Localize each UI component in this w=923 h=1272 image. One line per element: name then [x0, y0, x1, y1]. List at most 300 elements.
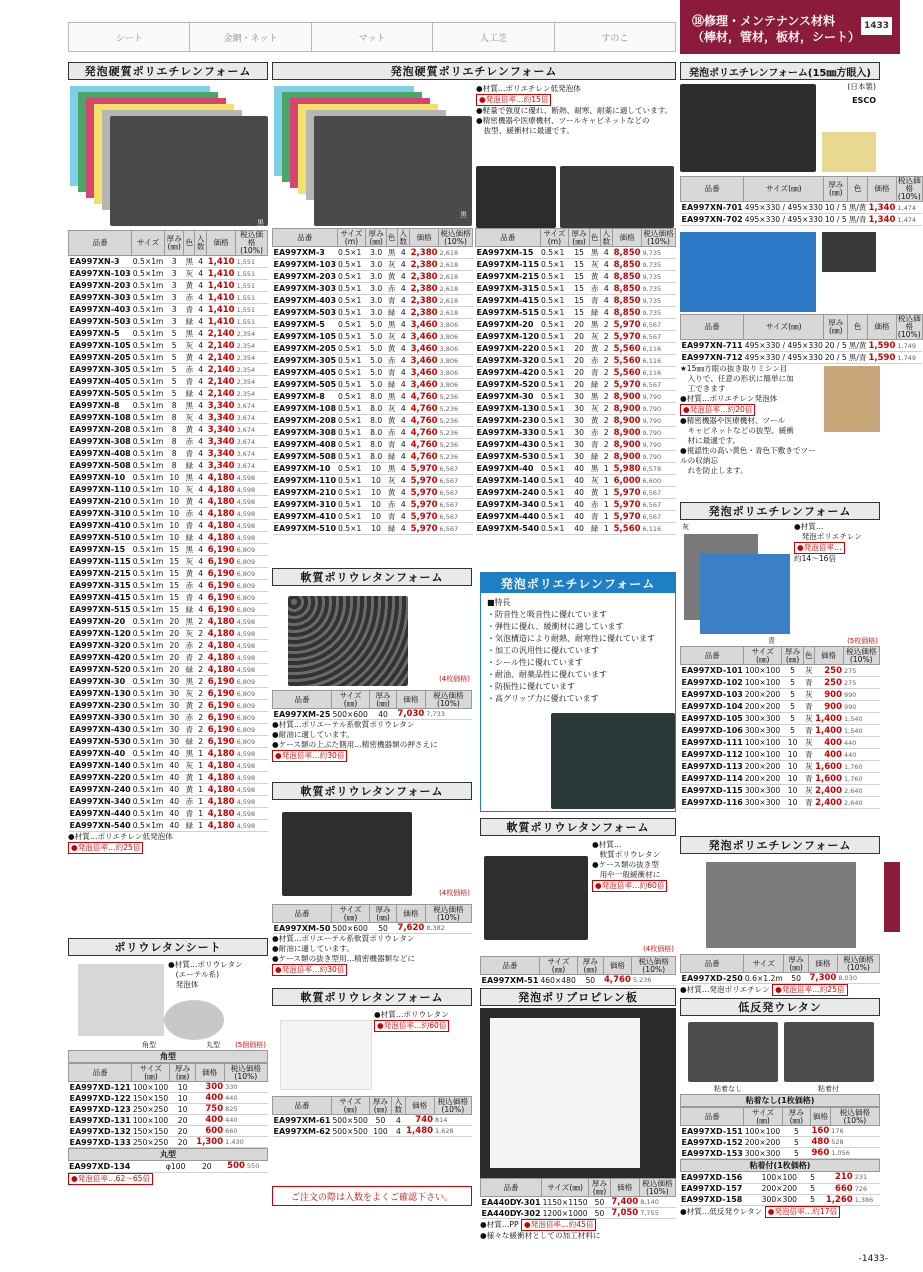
table-cell: 6,567 [642, 499, 676, 511]
table-cell: 4 [195, 352, 207, 364]
table-cell: 8,900 [613, 427, 641, 438]
section-hard-pe-foam-2 [272, 62, 676, 535]
table-row [681, 1126, 880, 1137]
table-row [681, 665, 880, 677]
foam-ratio: ●発泡倍率…約17倍 [765, 1206, 840, 1218]
table-cell: 赤 [387, 500, 396, 509]
table-cell: EA997XD-103 [681, 690, 743, 699]
table-cell: 1,056 [830, 1148, 879, 1159]
table-cell: 4,760 [410, 427, 438, 438]
table-cell: 300×300 [761, 1194, 809, 1205]
table-cell: 5 [782, 1137, 810, 1148]
table-cell: 8,900 [613, 451, 641, 462]
table-cell: 6,809 [236, 676, 268, 688]
table-cell: EA997XM-215 [476, 272, 540, 281]
table-cell: 4 [195, 400, 207, 412]
table-cell: 5 [164, 364, 184, 376]
column-header: 品番 [481, 1179, 542, 1197]
table-cell: 3.0 [366, 247, 387, 259]
category-tabs [68, 22, 676, 52]
table-cell: 4,598 [236, 808, 268, 820]
table-cell: 6,567 [439, 463, 473, 475]
foam-ratio: ●発泡倍率…約15倍 [476, 94, 551, 106]
column-header: 色 [848, 177, 868, 202]
table-cell: 10 [782, 785, 804, 797]
table-row [69, 400, 268, 412]
table-cell: 0.5×1m [132, 317, 164, 326]
table-cell: 3,674 [236, 412, 268, 424]
table-cell: 黄 [185, 773, 194, 782]
table-row [69, 1082, 268, 1093]
column-header: 価格 [410, 229, 439, 247]
column-header: サイズ(m) [337, 229, 366, 247]
table-cell: 3.0 [366, 259, 387, 271]
table-cell: EA997XN-20 [69, 616, 132, 628]
note-line: ★15㎜方眼の抜き取りミシン目 [680, 364, 788, 373]
column-header: 色 [184, 231, 195, 256]
tab-item[interactable]: 人工芝 [433, 23, 554, 51]
note-line: ●精密機器や医療機材、ツール [680, 416, 786, 425]
table-cell: EA997XM-40 [476, 463, 541, 475]
table-cell: EA997XN-3 [69, 256, 132, 268]
table-row [69, 760, 268, 772]
table-cell: 20 / 5 [824, 341, 847, 350]
table-cell: EA997XN-105 [69, 341, 131, 350]
table-cell: 4 [397, 463, 410, 475]
table-cell: 8.0 [366, 415, 387, 427]
table-cell: 黒 [590, 464, 599, 473]
table-cell: 4 [195, 472, 207, 484]
table-cell: 4 [397, 487, 410, 499]
table-cell: 814 [434, 1115, 471, 1126]
column-header: 税込価格(10%) [643, 228, 674, 246]
column-header: 価格 [195, 1064, 224, 1082]
table-cell: EA997XM-15 [476, 247, 541, 259]
table-cell: 灰 [185, 341, 194, 350]
product-table [480, 956, 676, 986]
table-cell: 4 [195, 460, 207, 472]
table-cell: 0.5×1m [132, 641, 164, 650]
table-cell: 8,850 [613, 283, 641, 294]
table-cell: 9,735 [642, 247, 676, 259]
table-cell: 8 [164, 424, 184, 436]
table-cell: 40 [370, 709, 397, 720]
table-cell: 200×200 [744, 762, 781, 771]
table-row [69, 460, 268, 472]
column-header: 品番 [681, 647, 744, 665]
table-cell: 1,590 [868, 340, 896, 351]
table-cell: 20 [569, 355, 590, 367]
table-cell: 赤 [387, 284, 396, 293]
table-cell: EA997XM-503 [273, 308, 337, 317]
column-header: 厚み(㎜) [369, 1097, 391, 1115]
table-cell: 150×150 [132, 1093, 169, 1103]
product-table [272, 1096, 472, 1137]
table-cell: 0.5×1m [132, 473, 164, 482]
table-cell: 0.5×1m [132, 713, 164, 722]
product-table-square [68, 1063, 268, 1148]
table-cell: 10 [366, 499, 387, 511]
tab-item[interactable]: シート [69, 23, 190, 51]
table-cell: 15 [569, 307, 590, 319]
table-cell: EA997XD-158 [680, 1194, 761, 1205]
table-cell: 40 [164, 772, 184, 784]
table-cell: 2 [195, 724, 207, 736]
table-cell: 黒 [387, 392, 396, 401]
label-square: 角型 [142, 1041, 156, 1049]
table-cell: 4,598 [236, 484, 268, 496]
table-cell: 4,180 [207, 748, 235, 759]
table-cell: 0.5×1 [337, 511, 366, 523]
table-cell: EA997XM-25 [273, 709, 331, 719]
table-row [273, 379, 473, 391]
table-cell: 1,551 [236, 280, 268, 292]
table-cell: 青 [590, 440, 599, 449]
table-cell: 2,380 [410, 307, 438, 318]
table-cell: 3,674 [236, 436, 268, 448]
note-line: キャビネットなどの抜型、緩衝 [680, 426, 794, 435]
table-cell: 1,551 [236, 316, 268, 328]
table-row [69, 436, 268, 448]
section-pp-board [480, 988, 676, 1241]
table-cell: 4 [195, 604, 207, 616]
table-cell: 5,970 [613, 379, 641, 390]
table-cell: 10 [164, 496, 184, 508]
material-note: ●材質…ポリエチレン低発泡体 [68, 832, 173, 841]
table-cell: 8,900 [613, 439, 641, 450]
table-cell: 0.5×1 [540, 487, 569, 499]
note-material: ●材質…ポリエチレン低発泡体 [476, 84, 581, 93]
section-low-rebound-urethane [680, 998, 880, 1218]
section-pe-grid-foam [680, 62, 921, 476]
table-cell: 20 [164, 616, 184, 628]
table-cell: 0.5×1 [337, 475, 366, 487]
table-cell: 4 [195, 340, 207, 352]
table-cell: 灰 [387, 332, 396, 341]
table-cell: EA997XM-20 [476, 319, 541, 331]
product-table-a [272, 228, 473, 535]
table-cell: 黄 [185, 785, 194, 794]
table-cell: 2 [600, 427, 613, 439]
column-header: 品番 [681, 955, 744, 973]
table-cell: 15 [569, 295, 590, 307]
table-cell: 10 [366, 523, 387, 535]
table-cell: 8,900 [613, 391, 641, 402]
table-cell: 3,806 [439, 367, 473, 379]
note-line: 工できます [680, 384, 726, 393]
table-cell: EA997XN-510 [69, 533, 131, 542]
column-header: 品番 [476, 229, 541, 247]
table-cell: 4 [397, 391, 410, 403]
table-cell: 灰 [185, 689, 194, 698]
table-cell: 550 [246, 1161, 268, 1172]
table-cell: 4 [397, 319, 410, 331]
table-cell: 4,598 [236, 760, 268, 772]
table-row [681, 713, 880, 725]
table-cell: 4,180 [207, 616, 235, 627]
table-cell: EA997XM-120 [476, 332, 540, 341]
table-cell: 黒 [387, 320, 396, 329]
table-cell: 4 [195, 412, 207, 424]
table-cell: 4 [195, 508, 207, 520]
table-cell: 0.5×1m [132, 329, 164, 338]
table-cell: EA997XN-208 [69, 425, 131, 434]
table-cell: EA997XN-420 [69, 653, 131, 662]
column-header: 厚み(㎜) [569, 229, 590, 247]
feature-item: ・防振性に優れています [487, 682, 575, 691]
table-cell: 20 [569, 331, 590, 343]
table-cell: 赤 [590, 428, 599, 437]
table-cell: 3 [164, 280, 184, 292]
table-cell: 3,340 [207, 436, 235, 447]
table-cell: 緑 [185, 665, 194, 674]
table-cell: 5,236 [439, 451, 473, 463]
table-cell: 1 [195, 772, 207, 784]
table-cell: EA997XM-415 [476, 296, 540, 305]
table-cell: 440 [224, 1093, 267, 1104]
table-cell: 250 [814, 665, 843, 677]
table-cell: EA997XM-5 [273, 319, 338, 331]
tab-item[interactable]: すのこ [555, 23, 675, 51]
table-cell: EA997XN-220 [69, 773, 131, 782]
table-cell: EA997XM-240 [476, 488, 540, 497]
note-material: ●材質…PP [480, 1220, 519, 1229]
feature-item: ・耐油、耐薬品性に優れています [487, 670, 607, 679]
tab-item[interactable]: 金網・ネット [190, 23, 311, 51]
table-row [681, 761, 880, 773]
table-row [273, 487, 473, 499]
note-material-2: 発泡ポリエチレン [794, 532, 862, 541]
table-cell: 100×100 [744, 750, 781, 759]
table-cell: EA997XM-420 [476, 368, 540, 377]
table-cell: 4,598 [236, 616, 268, 628]
table-cell: EA997XN-8 [69, 400, 132, 412]
feature-heading: ■特長 [487, 598, 511, 607]
column-header: 品番 [681, 315, 744, 340]
note-material: ●材質… [794, 522, 824, 531]
table-cell: 4 [397, 283, 410, 295]
table-row [69, 544, 268, 556]
table-cell: 0.5×1 [540, 391, 569, 403]
table-row [273, 367, 473, 379]
table-cell: 2,140 [207, 328, 235, 339]
table-cell: 緑 [387, 452, 396, 461]
section-title: ポリウレタンシート [68, 938, 268, 956]
table-cell: 40 [164, 760, 184, 772]
table-cell: 1,540 [843, 725, 879, 737]
table-cell: 6,809 [236, 736, 268, 748]
foam-ratio: ●発泡倍率…約20倍 [680, 404, 755, 416]
table-cell: 10 [782, 761, 804, 773]
table-cell: 9,735 [642, 271, 676, 283]
column-header: 色 [589, 229, 600, 247]
table-cell: 7,300 [809, 973, 837, 983]
table-cell: 4,180 [207, 664, 235, 675]
table-row [681, 202, 923, 214]
table-cell: 5,970 [613, 499, 641, 510]
table-row [273, 247, 473, 259]
table-cell: 5 [782, 725, 804, 737]
table-cell: 緑 [185, 605, 194, 614]
table-cell: 1 [195, 820, 207, 832]
table-cell: 0.5×1m [132, 749, 164, 758]
note-usage: ●精密機器や医療機材、ツールキャビネットなどの [476, 116, 650, 125]
table-cell: 5 [782, 689, 804, 701]
column-header: 税込価格(10%) [843, 647, 879, 665]
column-header: 価格 [396, 905, 425, 923]
table-cell: 黒 [185, 617, 194, 626]
table-cell: 2 [600, 415, 613, 427]
table-cell: 1 [195, 784, 207, 796]
table-cell: 1,628 [434, 1126, 471, 1137]
table-cell: 灰 [387, 404, 396, 413]
tab-item[interactable]: マット [312, 23, 433, 51]
note-usage: ●ケース類の抜き型用…精密機器類などに [272, 954, 415, 963]
table-cell: 4 [195, 304, 207, 316]
pack-note: (4枚価格) [643, 945, 674, 953]
table-row [681, 214, 923, 226]
table-cell: 480 [811, 1137, 830, 1147]
table-cell: EA997XD-116 [681, 798, 743, 807]
table-cell: 0.5×1 [337, 427, 366, 439]
table-cell: 0.5×1 [540, 475, 569, 487]
table-cell: 青 [805, 798, 813, 807]
note-material-2: (エーテル系) [168, 970, 220, 979]
table-cell: 6,809 [236, 700, 268, 712]
table-cell: 4 [195, 520, 207, 532]
table-cell: 1,540 [843, 713, 879, 725]
table-row [476, 463, 676, 475]
table-cell: 250×250 [132, 1137, 169, 1147]
table-row [476, 439, 676, 451]
table-row [69, 616, 268, 628]
table-cell: 3,806 [439, 379, 473, 391]
note-line: 入りで、任意の形状に簡単に加 [680, 374, 794, 383]
table-row [273, 343, 473, 355]
column-header: サイズ(㎜) [539, 957, 577, 975]
table-row [69, 712, 268, 724]
table-cell: 0.5×1m [132, 269, 164, 278]
table-cell: 5 [782, 1148, 810, 1159]
table-cell: 赤 [185, 797, 194, 806]
product-image [314, 116, 472, 226]
table-cell: 4,598 [236, 796, 268, 808]
table-cell: 2 [195, 640, 207, 652]
table-cell: 青 [805, 750, 813, 759]
table-cell: EA997XM-61 [273, 1115, 331, 1125]
table-cell: 4 [600, 271, 613, 283]
table-cell: 10 / 5 [824, 215, 847, 224]
table-row [273, 331, 473, 343]
table-cell: 100×100 [761, 1172, 809, 1183]
table-cell: 0.5×1 [540, 451, 569, 463]
table-cell: 0.5×1m [132, 821, 164, 830]
table-cell: 2 [600, 391, 613, 403]
column-header: サイズ [744, 955, 784, 973]
table-cell: 6,809 [236, 688, 268, 700]
table-cell: 8 [164, 448, 184, 460]
table-cell: 1,551 [236, 256, 268, 268]
table-cell: 50 [370, 923, 397, 934]
pack-note: (4枚価格) [439, 675, 470, 683]
table-cell: 0.5×1m [132, 365, 164, 374]
table-cell: 200×200 [761, 1183, 809, 1194]
column-header: 入数 [600, 229, 613, 247]
column-header: 価格 [613, 229, 642, 247]
table-cell: 緑 [590, 452, 599, 461]
foam-ratio: ●発泡倍率…約60倍 [592, 880, 667, 892]
round-sample-image [164, 1000, 224, 1040]
table-row [681, 689, 880, 701]
table-cell: 2 [195, 688, 207, 700]
table-cell: 4 [397, 475, 410, 487]
table-row [69, 532, 268, 544]
table-cell: 2,618 [439, 283, 473, 295]
table-cell: 5,560 [613, 523, 641, 534]
column-header: 税込価格(10%) [224, 1064, 267, 1082]
table-cell: 20 [164, 640, 184, 652]
table-cell: 6,190 [207, 580, 235, 591]
table-cell: 20 [170, 1115, 195, 1126]
table-row [273, 271, 473, 283]
table-cell: 100×100 [744, 666, 781, 675]
section-title: 軟質ポリウレタンフォーム [272, 568, 472, 586]
table-cell: 5,970 [410, 499, 438, 510]
table-cell: 8 [164, 400, 184, 412]
table-cell: 5,970 [410, 487, 438, 498]
table-cell: 0.5×1 [337, 283, 366, 295]
table-cell: 20 [164, 652, 184, 664]
table-cell: 6,809 [236, 544, 268, 556]
table-cell: EA997XM-315 [476, 284, 540, 293]
table-cell: 赤 [185, 293, 194, 302]
table-cell: 30 [569, 451, 590, 463]
table-cell: 4 [397, 379, 410, 391]
column-header: 厚み(㎜) [824, 177, 848, 202]
table-cell: 1200×1000 [542, 1208, 588, 1218]
table-cell: 1 [600, 499, 613, 511]
table-row [681, 973, 880, 984]
table-cell: 660 [224, 1126, 267, 1137]
table-cell: 0.5×1m [132, 401, 164, 410]
table-cell: 4,598 [236, 820, 268, 832]
table-row [69, 472, 268, 484]
table-cell: 400 [814, 737, 843, 749]
table-cell: 0.5×1 [337, 247, 366, 259]
table-cell: 6,567 [642, 331, 676, 343]
table-cell: 5 [782, 665, 804, 677]
column-header: 品番 [273, 691, 332, 709]
table-cell: 4 [195, 532, 207, 544]
table-row [69, 700, 268, 712]
table-cell: 青 [805, 726, 813, 735]
table-row [680, 1183, 880, 1194]
table-cell: 3,806 [439, 343, 473, 355]
table-cell: 灰 [185, 413, 194, 422]
table-cell: 10 [366, 475, 387, 487]
table-cell: 0.5×1 [540, 511, 569, 523]
table-cell: 5.0 [366, 343, 387, 355]
pack-note: (5枚価格) [847, 637, 878, 645]
table-cell: 6,190 [207, 568, 235, 579]
table-cell: 緑 [590, 524, 599, 533]
label-round: 丸型 [206, 1041, 220, 1049]
table-row [69, 628, 268, 640]
column-header: 品番 [481, 957, 540, 975]
table-cell: 4,598 [236, 772, 268, 784]
table-cell: 0.5×1 [540, 271, 569, 283]
table-cell: 5 [782, 1126, 810, 1137]
